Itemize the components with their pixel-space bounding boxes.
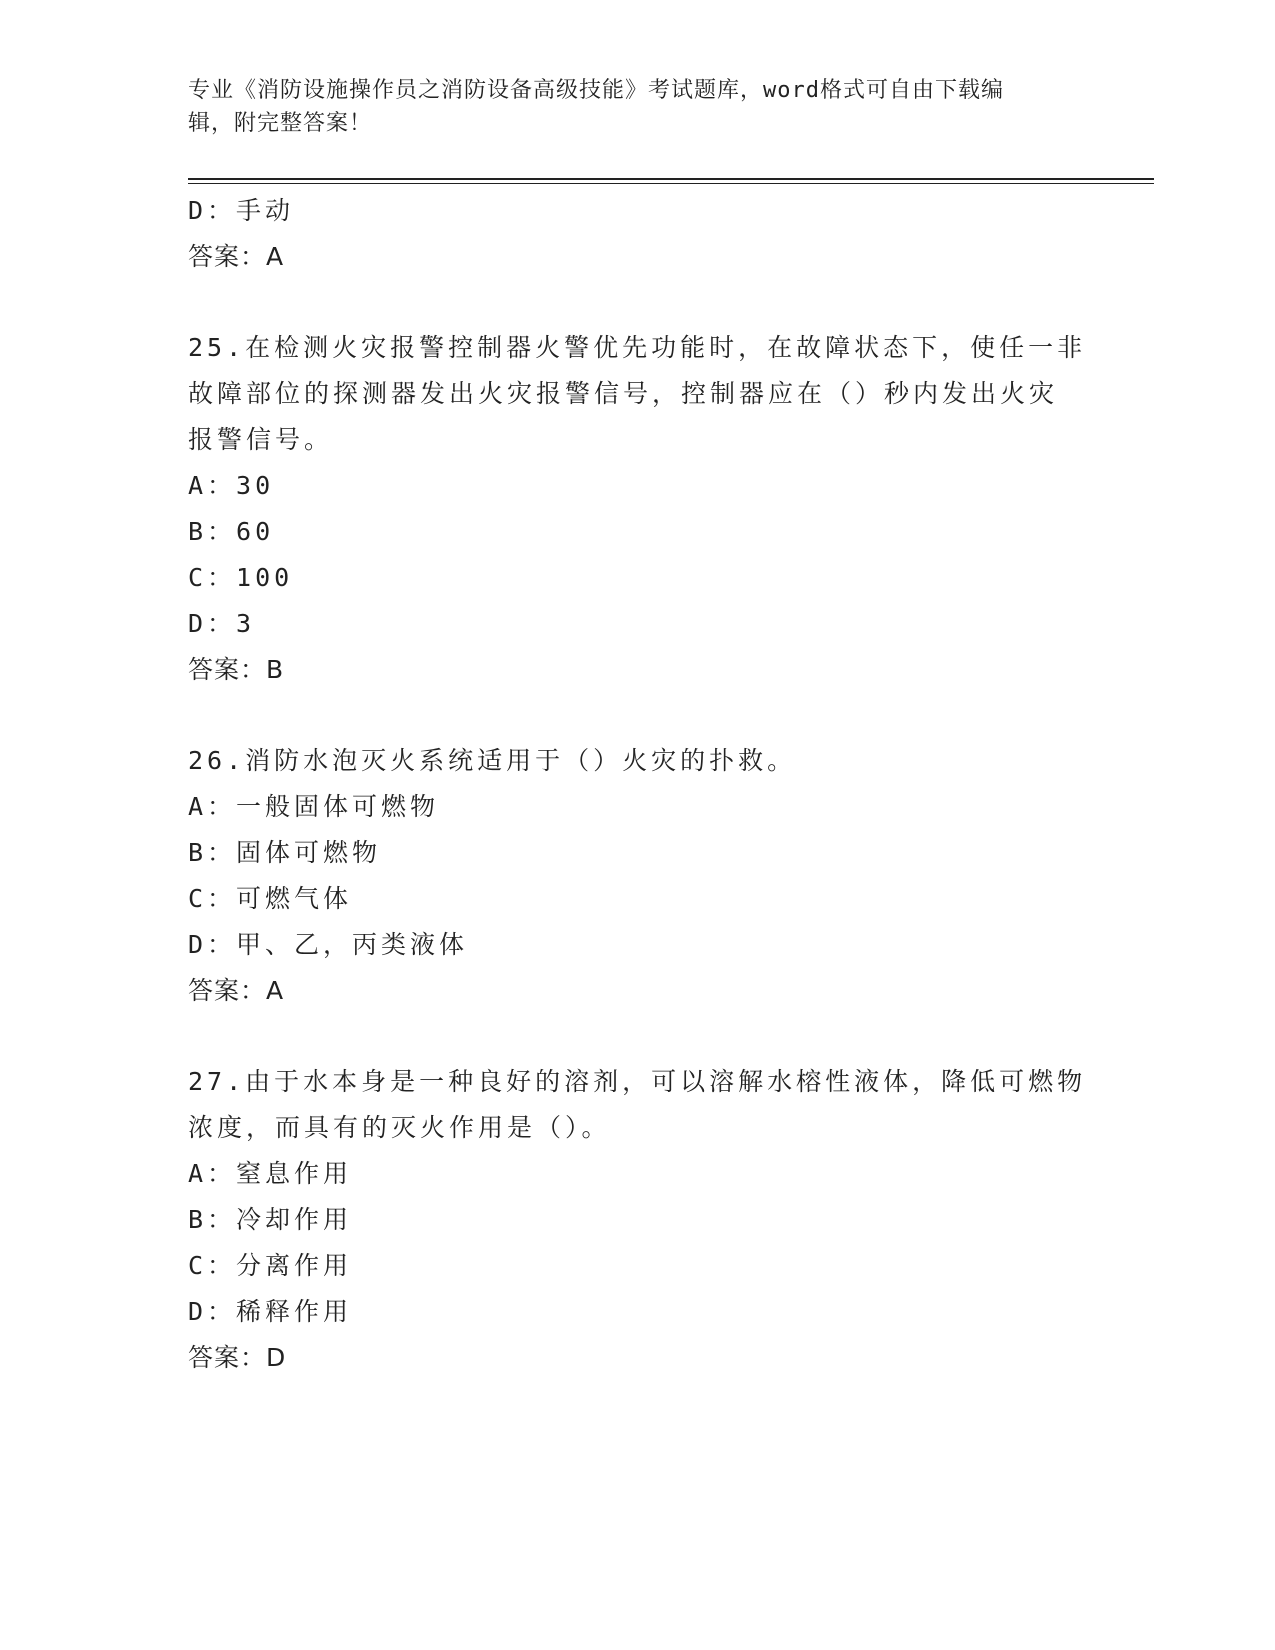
answer-value: A — [266, 242, 285, 271]
option-b: B：冷却作用 — [188, 1205, 353, 1234]
header-divider-thin — [188, 183, 1154, 184]
answer-label: 答案： — [188, 1343, 267, 1372]
option-c: C：分离作用 — [188, 1251, 353, 1280]
option-c: C：100 — [188, 563, 294, 592]
option-a: A：30 — [188, 471, 275, 500]
question-stem-line: 浓度，而具有的灭火作用是（）。 — [188, 1113, 611, 1142]
option-a: A：一般固体可燃物 — [188, 792, 440, 821]
question-stem-line: 26.消防水泡灭火系统适用于（）火灾的扑救。 — [188, 746, 797, 775]
header-line-2: 辑，附完整答案！ — [188, 111, 373, 136]
option-d: D：甲、乙，丙类液体 — [188, 930, 469, 959]
answer-label: 答案： — [188, 242, 267, 271]
answer-line — [188, 647, 1088, 693]
question-25 — [188, 325, 1088, 693]
question-stem-line: 25.在检测火灾报警控制器火警优先功能时，在故障状态下，使任一非 — [188, 333, 1087, 362]
question-stem-line: 27.由于水本身是一种良好的溶剂，可以溶解水榕性液体，降低可燃物 — [188, 1067, 1087, 1096]
option-b: B：60 — [188, 517, 275, 546]
header-line-1: 专业《消防设施操作员之消防设备高级技能》考试题库，word格式可自由下载编 — [188, 78, 1004, 103]
answer-value: D — [266, 1343, 287, 1372]
spacer — [188, 280, 1088, 325]
answer-line — [188, 968, 1088, 1014]
option-c: C：可燃气体 — [188, 884, 353, 913]
answer-line — [188, 1335, 1088, 1381]
option-d: D：稀释作用 — [188, 1297, 353, 1326]
question-content — [188, 188, 1088, 1381]
answer-value: B — [266, 655, 285, 684]
question-stem-line: 故障部位的探测器发出火灾报警信号，控制器应在（）秒内发出火灾 — [188, 379, 1059, 408]
option-b: B：固体可燃物 — [188, 838, 382, 867]
document-header — [188, 74, 1068, 140]
option-d: D：3 — [188, 609, 256, 638]
question-stem-line: 报警信号。 — [188, 425, 334, 454]
option-d: D：手动 — [188, 196, 295, 225]
option-a: A：窒息作用 — [188, 1159, 353, 1188]
question-26 — [188, 738, 1088, 1014]
answer-label: 答案： — [188, 976, 267, 1005]
answer-line — [188, 234, 1088, 280]
spacer — [188, 1014, 1088, 1059]
answer-value: A — [266, 976, 285, 1005]
header-divider-thick — [188, 178, 1154, 180]
spacer — [188, 693, 1088, 738]
answer-label: 答案： — [188, 655, 267, 684]
question-27 — [188, 1059, 1088, 1381]
